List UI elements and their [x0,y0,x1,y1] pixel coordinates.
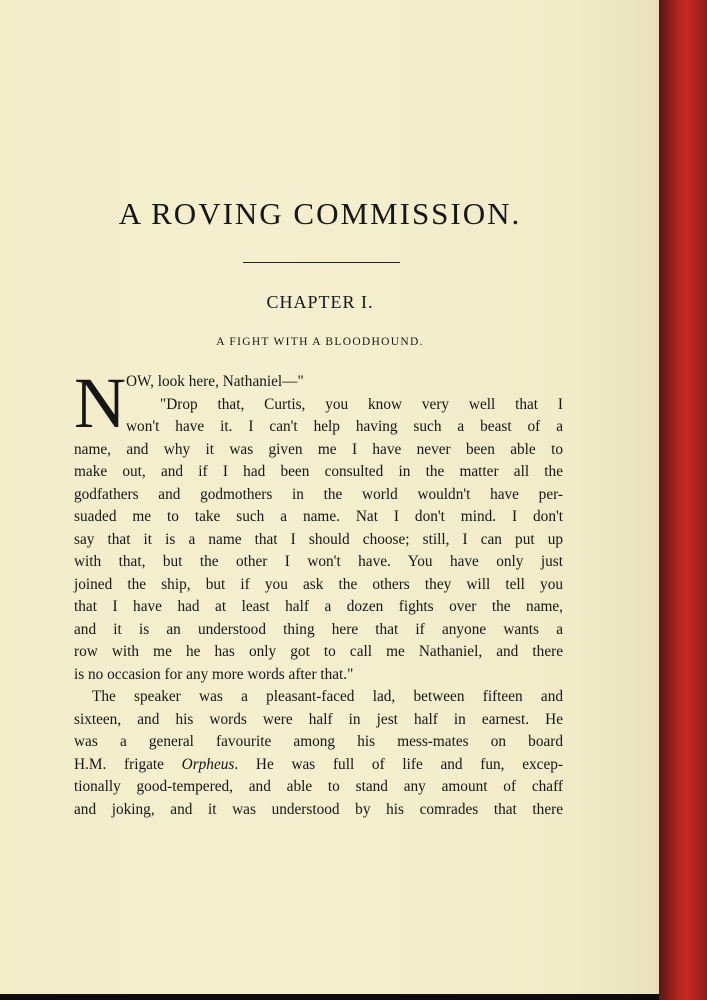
body-text [74,363,563,821]
title-rule [243,262,400,263]
text-line: H.M. frigate Orpheus. He was full of life and fun, excep- [74,755,563,773]
text-line: was a general favourite among his mess-mates on board [74,733,563,750]
text-line: that I have had at least half a dozen fights over the name, [74,598,563,615]
book-cover-edge [659,0,707,1000]
text-line: suaded me to take such a name. Nat I don't mind. I don't [74,508,563,525]
text-line: is no occasion for any more words after that." [74,665,354,683]
text-line: name, and why it was given me I have never been able to [74,440,563,458]
text-line: tionally good-tempered, and able to stand any amount of chaff [74,778,563,795]
text-line: make out, and if I had been consulted in the matter all the [74,463,563,480]
ship-name: Orpheus [181,755,235,773]
chapter-number: CHAPTER I. [266,292,374,312]
text-line: joined the ship, but if you ask the others they will tell you [74,575,563,593]
drop-cap: N [74,363,126,443]
chapter-title: A FIGHT WITH A BLOODHOUND. [216,336,424,348]
text-line: and joking, and it was understood by his comrades that there [74,800,563,818]
text-line: godfathers and godmothers in the world wouldn't have per- [74,485,563,503]
text-line: sixteen, and his words were half in jest half in earnest. He [74,710,563,728]
text-line: and it is an understood thing here that if anyone wants a [74,620,563,638]
text-line: "Drop that, Curtis, you know very well that I [160,395,563,413]
text-line: row with me he has only got to call me Nathaniel, and there [74,643,563,660]
text-line: with that, but the other I won't have. You have only just [74,553,563,570]
text-line: OW, look here, Nathaniel—" [126,373,304,390]
text-line: say that it is a name that I should choose; still, I can put up [74,530,563,548]
book-title: A ROVING COMMISSION. [118,196,522,231]
text-line: The speaker was a pleasant-faced lad, between fifteen and [92,688,563,705]
text-line: won't have it. I can't help having such a beast of a [126,418,563,435]
